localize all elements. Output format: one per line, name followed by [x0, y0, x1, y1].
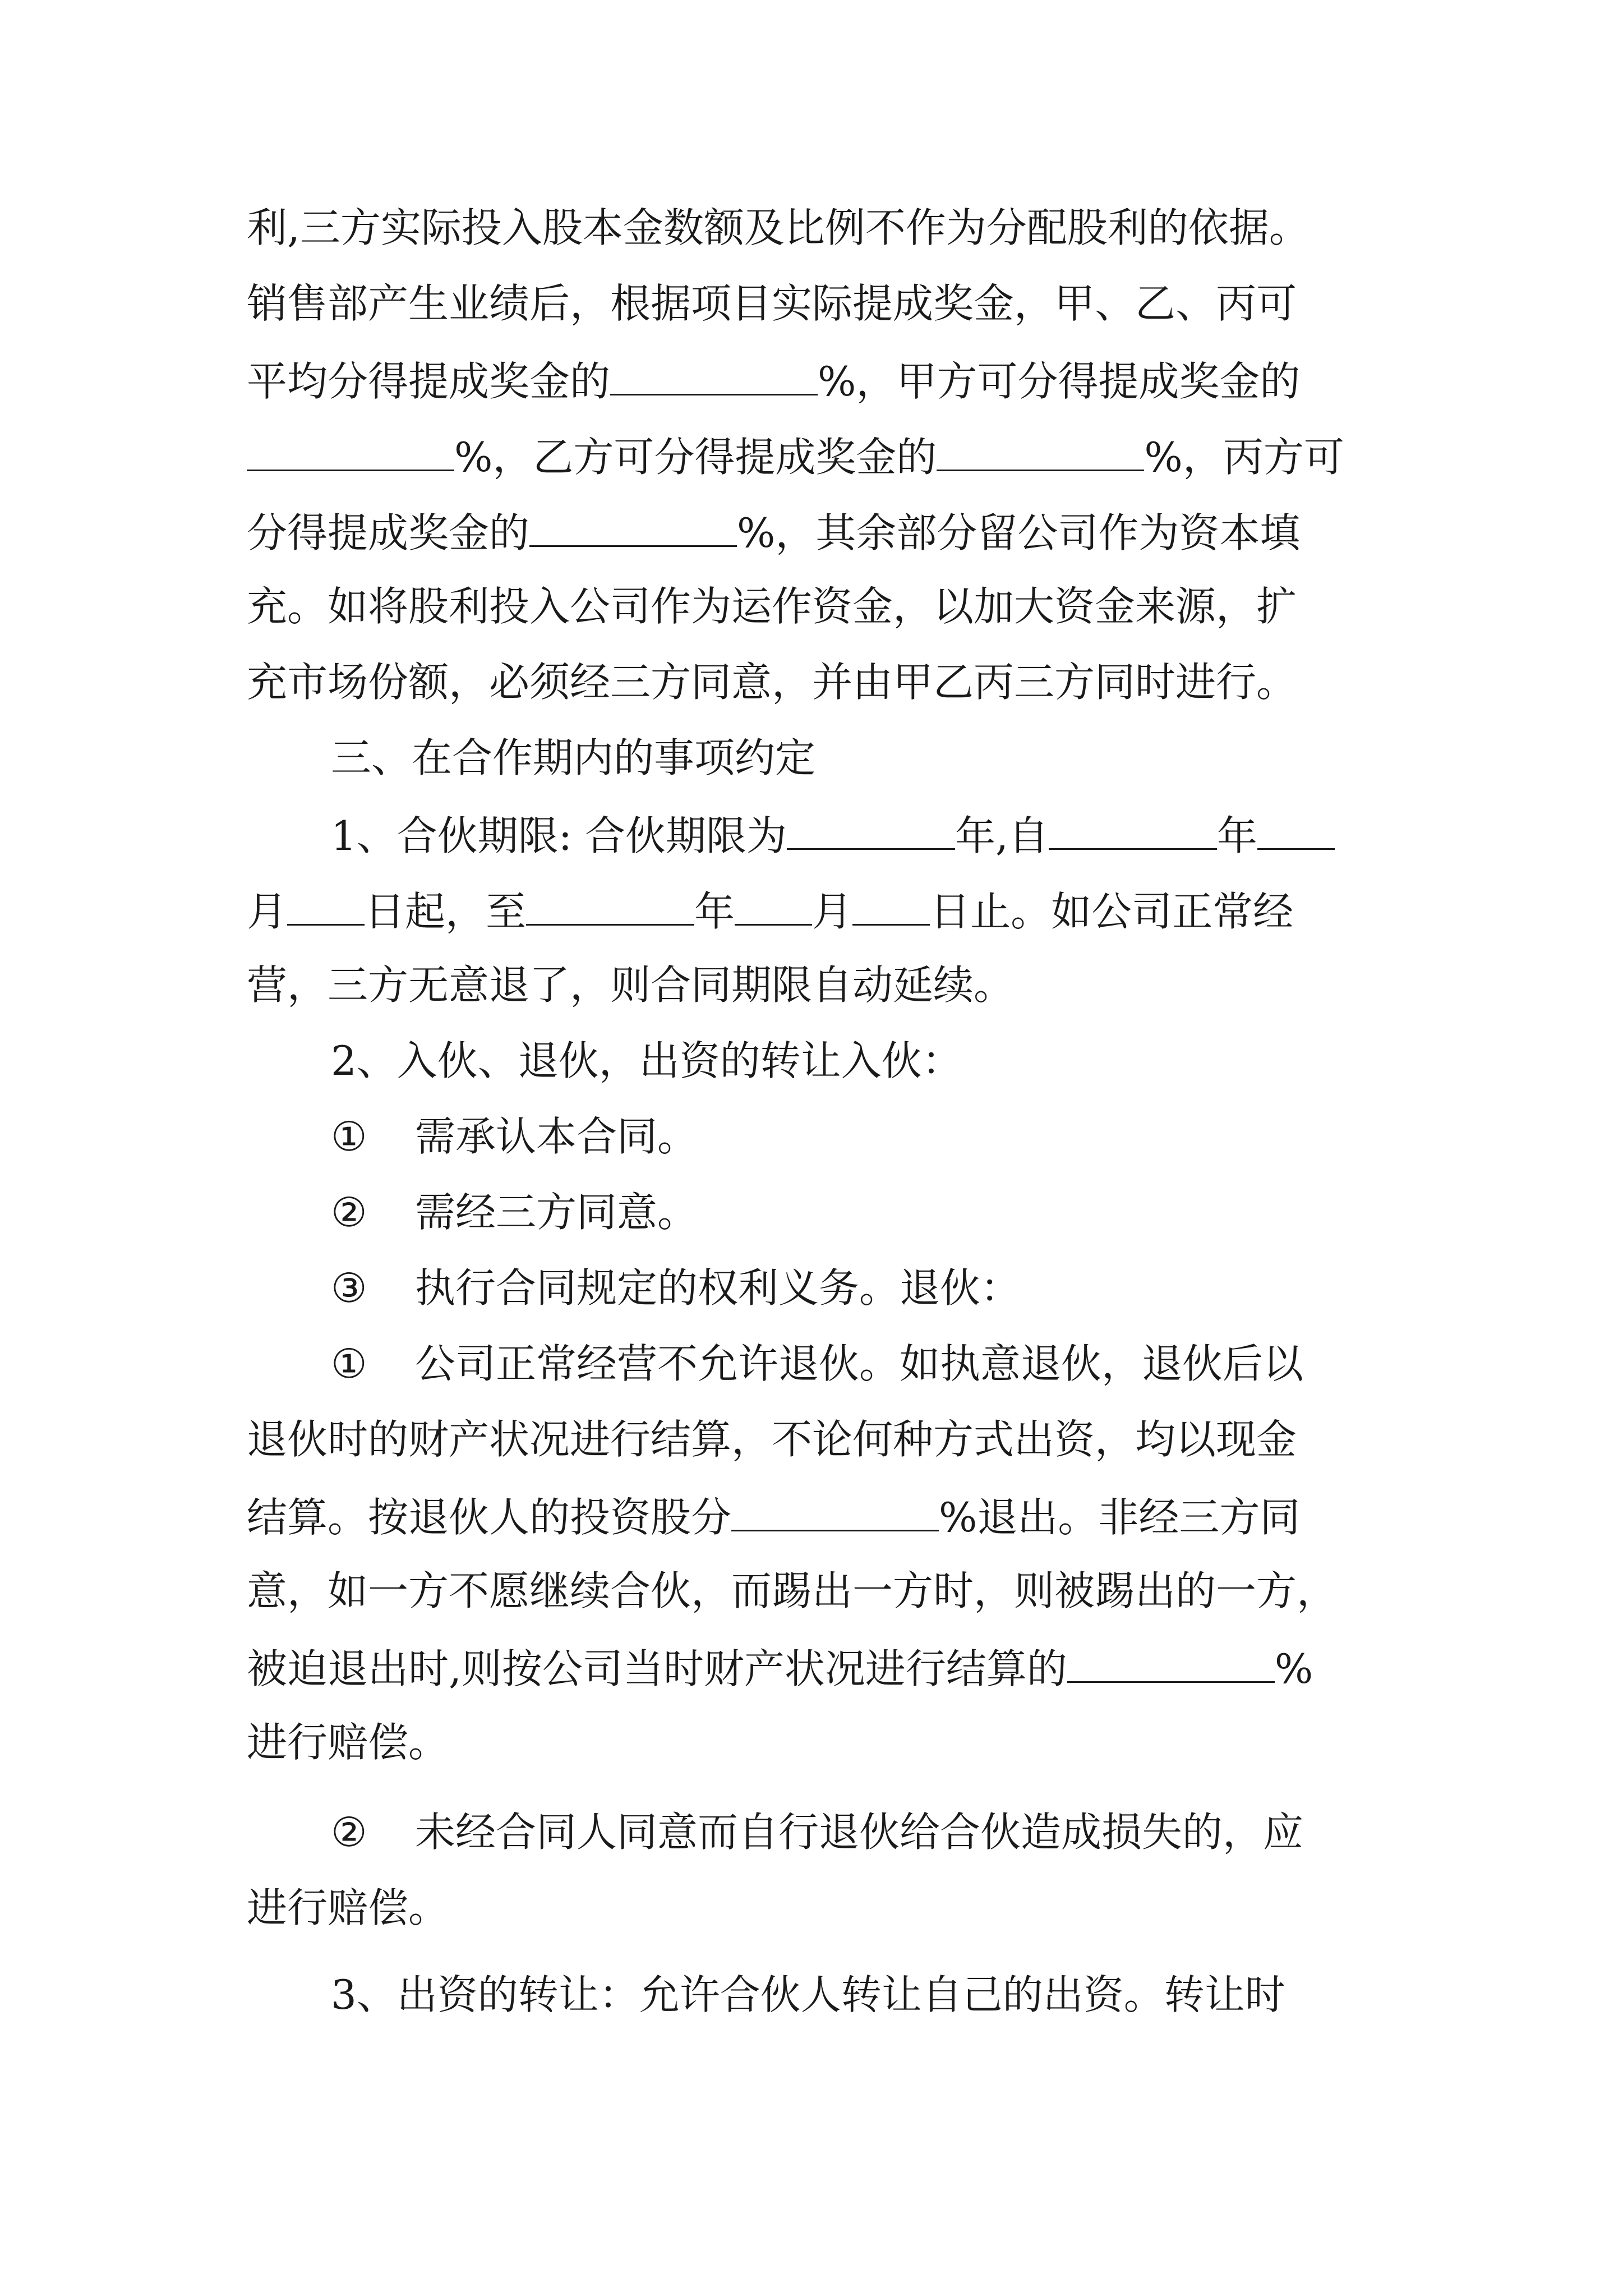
text-span: 分得提成奖金的 [247, 509, 530, 556]
list-number: ① [331, 1340, 367, 1387]
document-page [247, 204, 1385, 2115]
text-line-21 [247, 1719, 449, 1766]
text-span: 公司正常经营不允许退伙。如执意退伙，退伙后以 [415, 1340, 1304, 1387]
text-line-24 [331, 1971, 1285, 2018]
text-span: 1、合伙期限: 合伙期限为 [331, 812, 787, 859]
text-span: 销售部产生业绩后，根据项目实际提成奖金，甲、乙、丙可 [247, 280, 1297, 327]
text-span: 结算。按退伙人的投资股分 [247, 1494, 732, 1541]
text-span: 年,自 [955, 812, 1049, 859]
section-heading [331, 734, 816, 781]
text-span: 需经三方同意。 [415, 1189, 698, 1236]
text-line-19 [247, 1567, 1338, 1614]
list-number: ① [331, 1113, 367, 1160]
list-item [331, 1809, 1304, 1856]
text-line-3 [247, 358, 1301, 405]
list-number: ② [331, 1189, 367, 1236]
text-span: %退出。非经三方同 [939, 1494, 1301, 1541]
text-span: %，乙方可分得提成奖金的 [454, 434, 937, 481]
text-span: %，其余部分留公司作为资本填 [737, 509, 1301, 556]
text-line-20 [247, 1645, 1313, 1692]
list-item [331, 1264, 1021, 1312]
text-span: 3、出资的转让：允许合伙人转让自己的出资。转让时 [331, 1971, 1285, 2018]
fill-blank[interactable] [937, 435, 1144, 471]
fill-blank[interactable] [1067, 1646, 1275, 1683]
text-line-23 [247, 1884, 449, 1931]
text-line-11 [247, 961, 1015, 1009]
text-span: 退伙时的财产状况进行结算，不论何种方式出资，均以现金 [247, 1416, 1297, 1463]
text-span: 未经合同人同意而自行退伙给合伙造成损失的，应 [415, 1809, 1304, 1856]
text-span: 执行合同规定的权利义务。退伙： [415, 1264, 1021, 1312]
text-span: 平均分得提成奖金的 [247, 358, 611, 405]
fill-blank[interactable] [852, 889, 930, 926]
text-span: 年 [1216, 812, 1257, 859]
list-item [331, 1340, 1304, 1387]
fill-blank[interactable] [610, 359, 818, 395]
text-line-2 [247, 280, 1297, 327]
text-span: 营，三方无意退了，则合同期限自动延续。 [247, 961, 1015, 1009]
text-line-17 [247, 1416, 1297, 1463]
text-span: 月 [812, 888, 853, 935]
fill-blank[interactable] [1049, 813, 1217, 850]
text-span: 进行赔偿。 [247, 1719, 449, 1766]
fill-blank[interactable] [247, 435, 454, 471]
text-span: %，丙方可 [1144, 434, 1344, 481]
text-span: 充市场份额，必须经三方同意，并由甲乙丙三方同时进行。 [247, 659, 1297, 706]
text-span: 2、入伙、退伙，出资的转让入伙： [331, 1037, 962, 1084]
fill-blank[interactable] [731, 1495, 939, 1531]
text-span: 三、在合作期内的事项约定 [331, 734, 816, 781]
text-line-12 [331, 1037, 962, 1084]
text-span: 利,三方实际投入股本金数额及比例不作为分配股利的依据。 [247, 204, 1310, 251]
text-line-5 [247, 509, 1301, 556]
text-line-7 [247, 659, 1297, 706]
text-span: 年 [694, 888, 735, 935]
text-span: 需承认本合同。 [415, 1113, 698, 1160]
text-span: 充。如将股利投入公司作为运作资金，以加大资金来源，扩 [247, 583, 1297, 630]
text-line-9 [331, 812, 1335, 859]
list-number: ② [331, 1809, 367, 1856]
fill-blank[interactable] [1257, 813, 1335, 850]
text-span: %，甲方可分得提成奖金的 [818, 358, 1301, 405]
text-span: 日起，至 [365, 888, 527, 935]
text-span: 进行赔偿。 [247, 1884, 449, 1931]
fill-blank[interactable] [735, 889, 812, 926]
text-span: % [1274, 1645, 1313, 1692]
list-item [331, 1113, 698, 1160]
text-line-1 [247, 204, 1310, 251]
text-line-10 [247, 888, 1294, 935]
text-line-18 [247, 1494, 1301, 1541]
text-line-4 [247, 434, 1344, 481]
list-number: ③ [331, 1264, 367, 1312]
fill-blank[interactable] [526, 889, 694, 926]
fill-blank[interactable] [529, 510, 737, 547]
text-span: 意，如一方不愿继续合伙，而踢出一方时，则被踢出的一方， [247, 1567, 1338, 1614]
fill-blank[interactable] [787, 813, 955, 850]
text-span: 日止。如公司正常经 [930, 888, 1294, 935]
text-span: 月 [247, 888, 288, 935]
fill-blank[interactable] [287, 889, 365, 926]
text-line-6 [247, 583, 1297, 630]
text-span: 被迫退出时,则按公司当时财产状况进行结算的 [247, 1645, 1067, 1692]
list-item [331, 1189, 698, 1236]
